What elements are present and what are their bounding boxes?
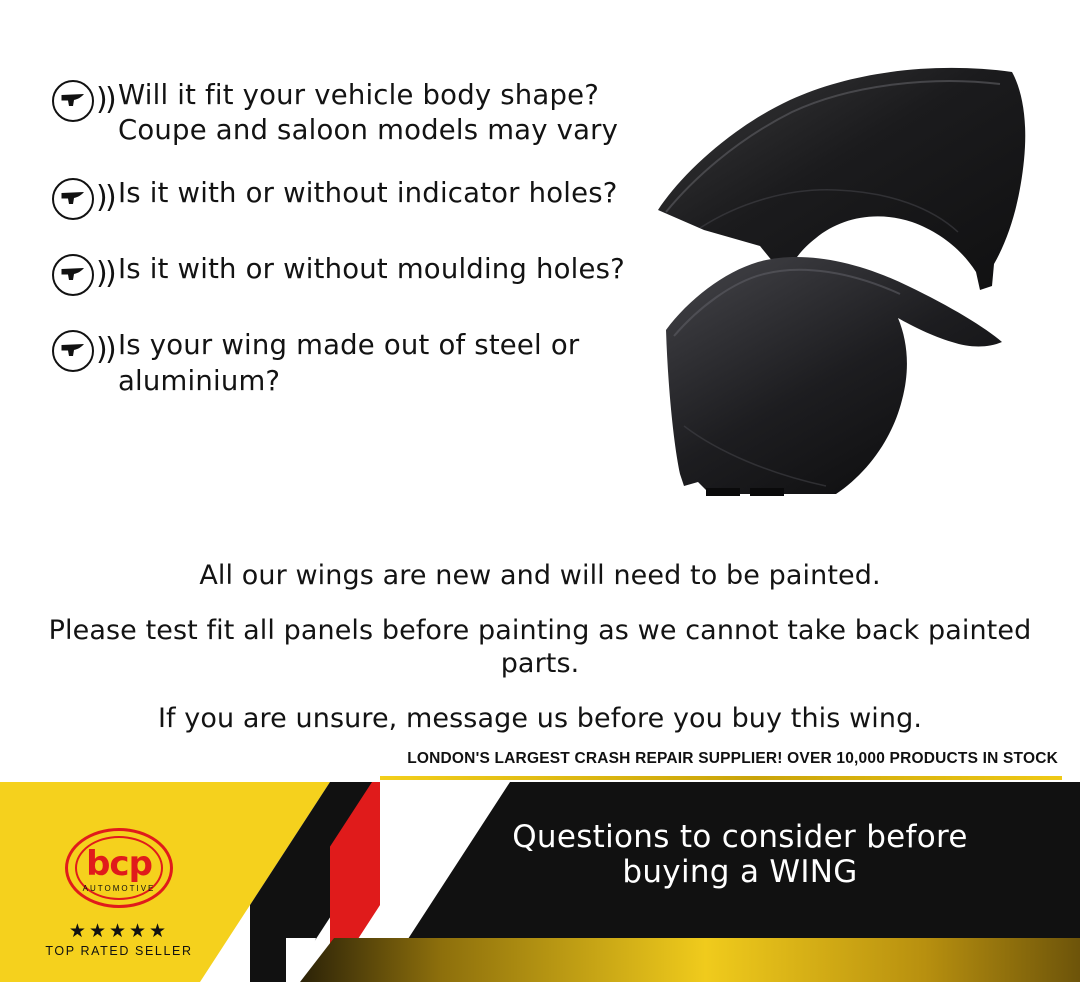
product-images — [640, 50, 1060, 520]
list-item — [52, 176, 652, 224]
list-item — [52, 328, 652, 398]
logo-wordmark: bcp — [86, 844, 152, 884]
logo-rings — [57, 822, 181, 914]
wing-panel-upper — [658, 68, 1025, 290]
list-item — [52, 252, 652, 300]
banner-title-line-1: Questions to consider before — [512, 819, 968, 855]
car-wing-speaker-icon: ) ) — [52, 254, 118, 300]
statement-text: Please test fit all panels before painting as we cannot take back painted parts. — [48, 614, 1032, 679]
logo-subtitle: AUTOMOTIVE — [82, 884, 156, 893]
wing-panel-lower — [666, 257, 1002, 496]
question-text: Is it with or without indicator holes? — [118, 177, 618, 210]
strapline-divider — [380, 776, 1062, 780]
top-rated-seller-label: TOP RATED SELLER — [45, 944, 193, 958]
strapline — [0, 748, 1080, 786]
rating-stars: ★★★★★ — [68, 920, 170, 942]
car-wing-speaker-icon: ) ) — [52, 80, 118, 126]
question-text: Is it with or without moulding holes? — [118, 253, 625, 286]
strapline-text: LONDON'S LARGEST CRASH REPAIR SUPPLIER! OVER 10,000 PRODUCTS IN STOCK — [407, 750, 1058, 767]
questions-list — [52, 78, 652, 427]
banner-gold-bar — [300, 938, 1080, 982]
bcp-logo — [24, 822, 214, 972]
banner-title-line-2: buying a WING — [622, 854, 858, 891]
question-text: Is your wing made out of steel or aluminium? — [118, 329, 580, 397]
car-wing-speaker-icon: ) ) — [52, 178, 118, 224]
question-text: Will it fit your vehicle body shape? Coupe and saloon models may vary — [118, 79, 619, 147]
statement-text: All our wings are new and will need to be painted. — [199, 560, 881, 591]
statement-text: If you are unsure, message us before you buy this wing. — [157, 702, 923, 734]
car-wing-speaker-icon: ) ) — [52, 330, 118, 376]
statements-block — [40, 560, 1040, 758]
list-item — [52, 78, 652, 148]
banner-title — [420, 820, 1060, 891]
